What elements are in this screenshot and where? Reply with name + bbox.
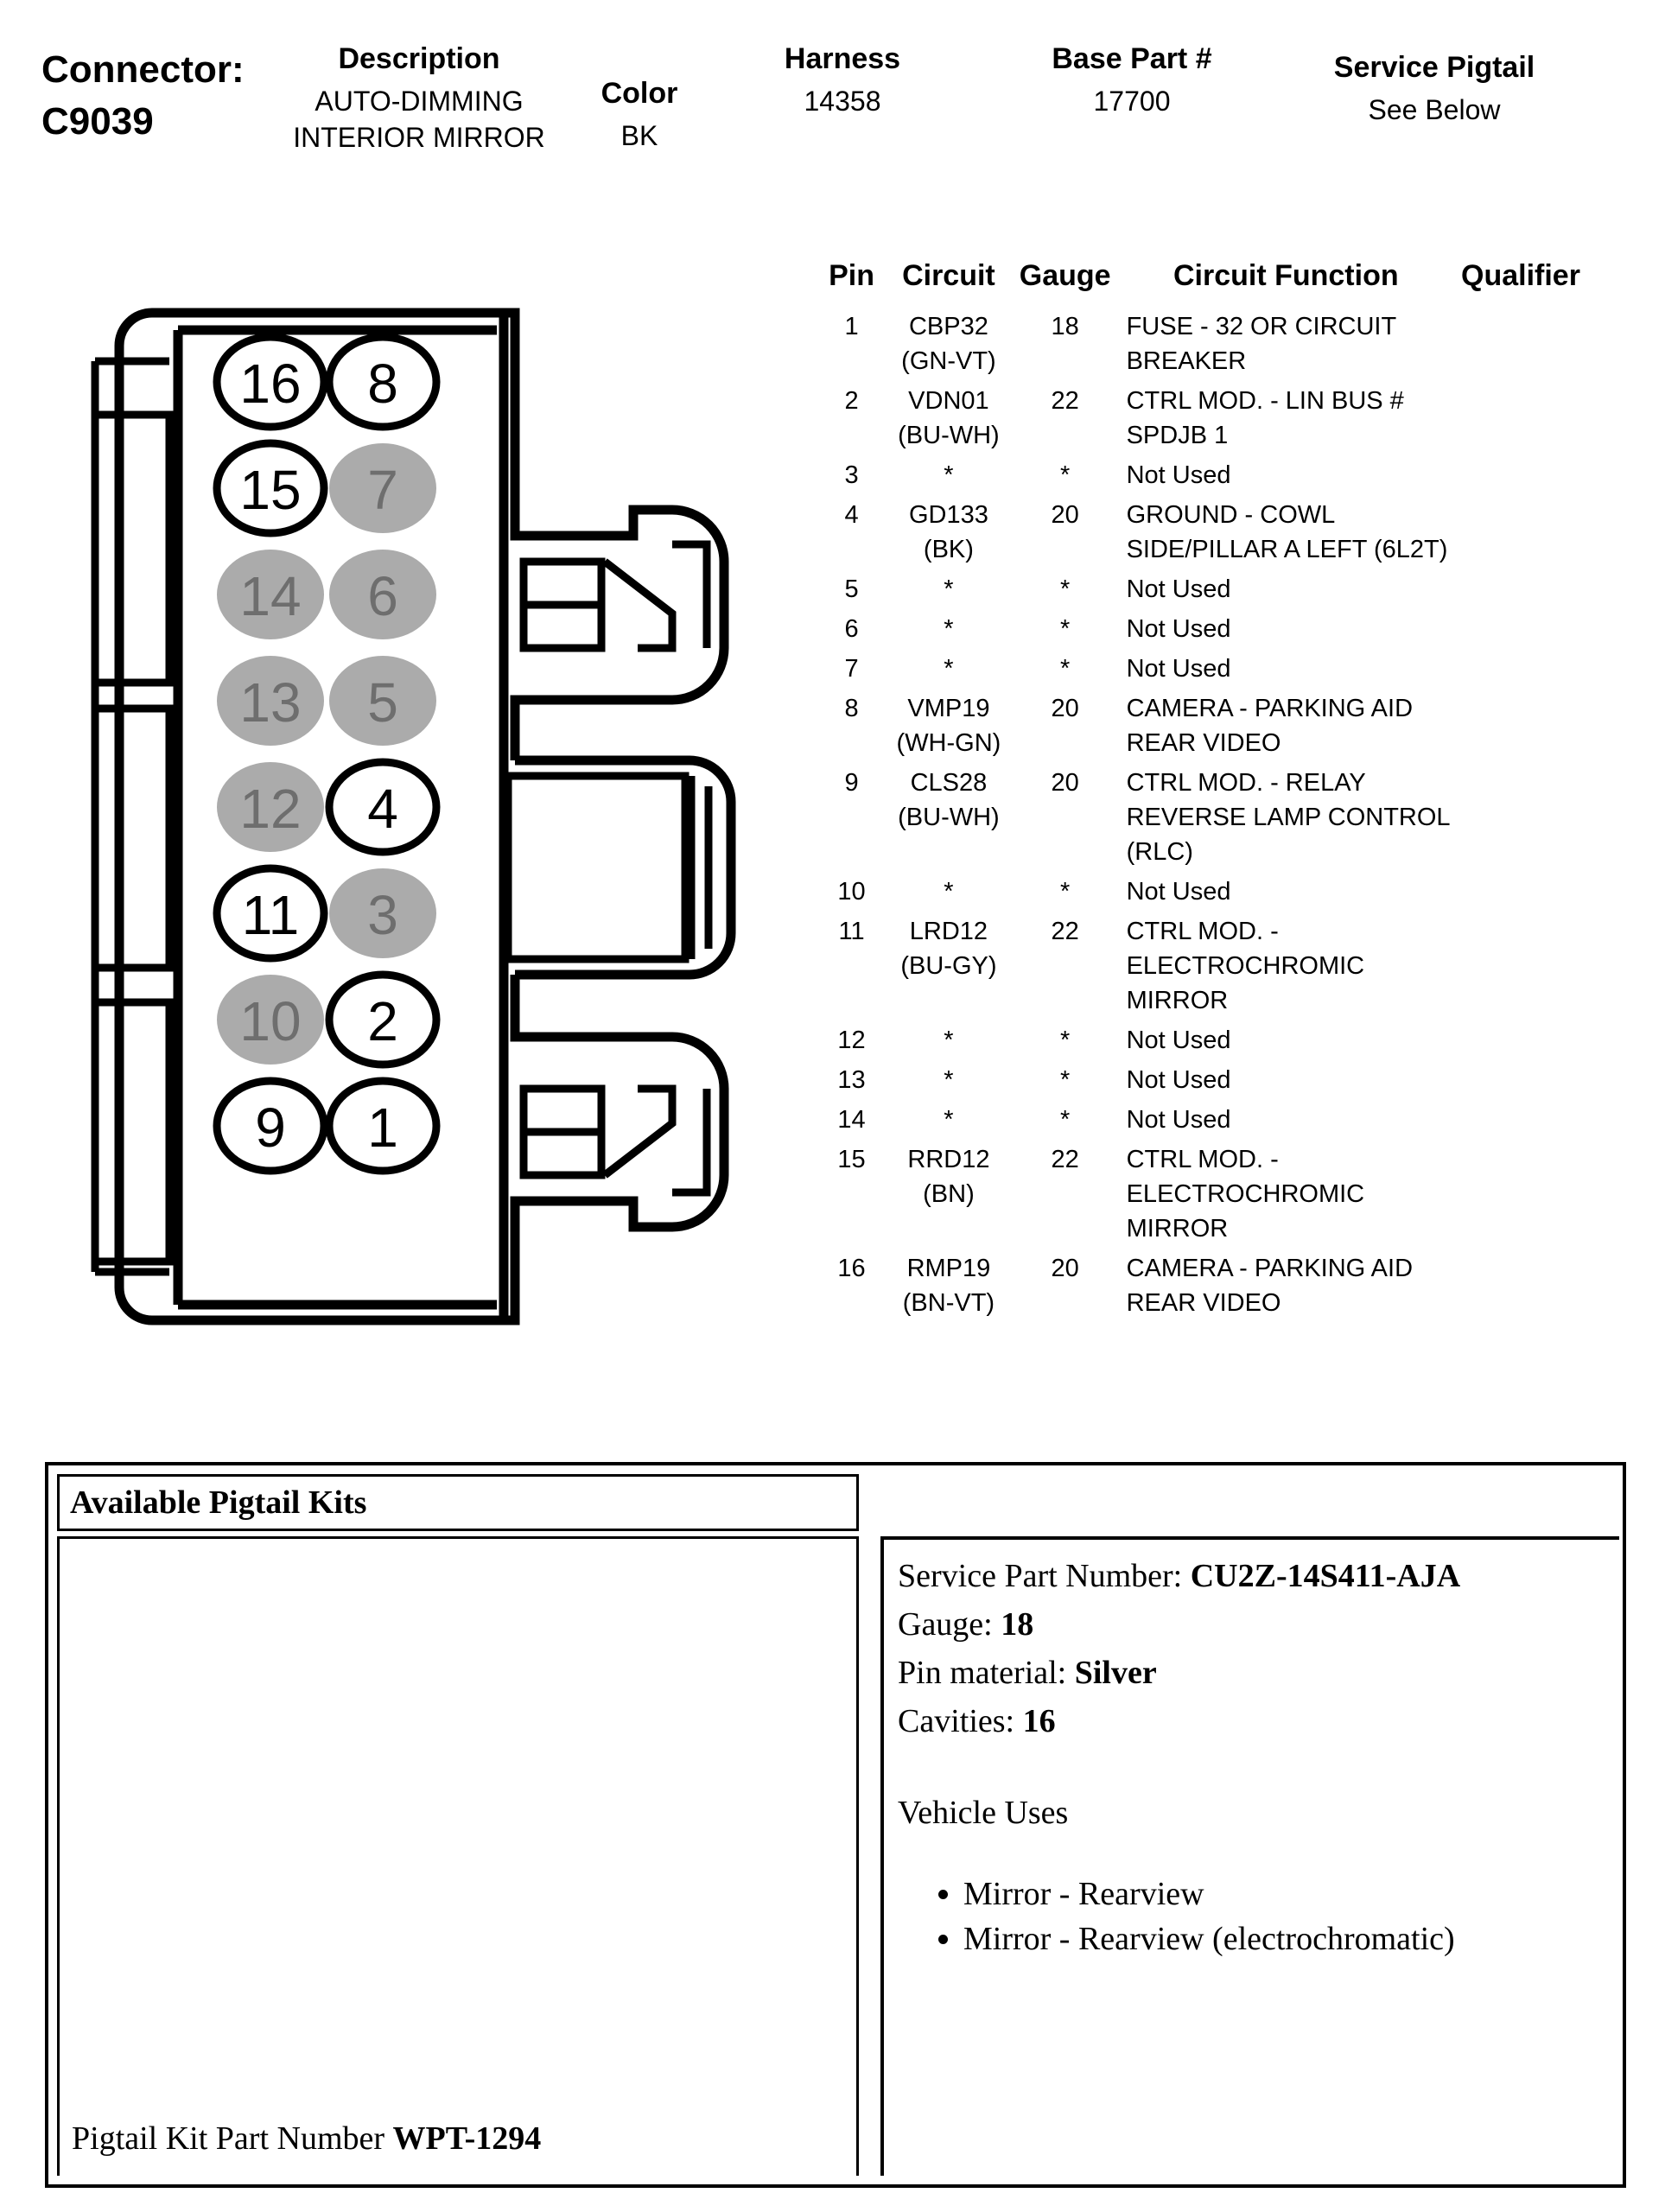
cell-gauge: *: [1060, 1066, 1071, 1094]
pin-cavity-9: [217, 1081, 324, 1171]
pigtail-section: [45, 1462, 1626, 2188]
vehicle-uses-title: Vehicle Uses: [898, 1795, 1069, 1831]
table-row: [825, 307, 1611, 381]
circuit-code: *: [944, 1027, 954, 1054]
cell-gauge: 22: [1051, 387, 1079, 415]
pin-cavity-12: [217, 762, 324, 852]
connector-body-drawing: [67, 276, 845, 1357]
cell-pin: 14: [837, 1106, 866, 1134]
cell-qualifier: [1461, 689, 1611, 763]
cell-gauge: *: [1060, 575, 1071, 603]
cell-pin: 13: [837, 1066, 866, 1094]
cell-pin: 7: [844, 655, 859, 683]
cell-circuit-function: CAMERA - PARKING AID REAR VIDEO: [1126, 1255, 1414, 1317]
harness-title: Harness: [784, 42, 901, 75]
circuit-code: CLS28: [910, 769, 988, 797]
pin-cavity-5: [329, 656, 436, 746]
svg-text:4: 4: [367, 778, 398, 840]
cell-circuit: [878, 569, 1020, 609]
cell-circuit-function: CTRL MOD. - RELAY REVERSE LAMP CONTROL (RLC): [1126, 769, 1450, 866]
circuit-code: GD133: [908, 501, 988, 529]
cell-circuit: [878, 1249, 1020, 1323]
cell-qualifier: [1461, 1100, 1611, 1140]
svg-text:16: 16: [239, 353, 302, 415]
circuit-code: RRD12: [907, 1146, 990, 1173]
cavities-line: [898, 1697, 1619, 1745]
pigtail-kits-panel: [48, 1465, 867, 2184]
svg-text:5: 5: [367, 671, 398, 734]
cell-circuit: [878, 455, 1020, 495]
cell-circuit: [878, 689, 1020, 763]
cell-pin: 9: [844, 769, 859, 797]
table-row: [825, 1100, 1611, 1140]
cell-circuit-function: Not Used: [1126, 1066, 1231, 1094]
cell-circuit: [878, 381, 1020, 455]
cell-qualifier: [1461, 1060, 1611, 1100]
cell-qualifier: [1461, 649, 1611, 689]
svg-text:14: 14: [239, 565, 302, 627]
table-row: [825, 495, 1611, 569]
cell-circuit-function: CTRL MOD. - ELECTROCHROMIC MIRROR: [1126, 1146, 1365, 1243]
cell-circuit-function: Not Used: [1126, 1027, 1231, 1054]
cell-circuit: [878, 1060, 1020, 1100]
cell-qualifier: [1461, 1140, 1611, 1249]
cell-qualifier: [1461, 872, 1611, 912]
pin-cavity-6: [329, 550, 436, 639]
cell-pin: 3: [844, 461, 859, 489]
table-row: [825, 1140, 1611, 1249]
table-row: [825, 455, 1611, 495]
circuit-code: VDN01: [908, 387, 989, 415]
table-row: [825, 1249, 1611, 1323]
cell-circuit: [878, 1140, 1020, 1249]
cell-pin: 11: [838, 918, 865, 945]
pin-cavity-7: [329, 443, 436, 533]
circuit-wire-color: (BN): [923, 1180, 975, 1208]
table-row: [825, 1020, 1611, 1060]
connector-diagram: [67, 276, 845, 1357]
table-row: [825, 381, 1611, 455]
circuit-code: *: [944, 1106, 954, 1134]
cell-circuit-function: GROUND - COWL SIDE/PILLAR A LEFT (6L2T): [1126, 501, 1448, 563]
cell-gauge: *: [1060, 655, 1071, 683]
cell-circuit-function: Not Used: [1126, 615, 1231, 643]
pin-cavity-11: [217, 868, 324, 958]
cell-qualifier: [1461, 569, 1611, 609]
cell-circuit-function: Not Used: [1126, 575, 1231, 603]
header-qualifier: Qualifier: [1461, 259, 1580, 292]
pin-cavity-2: [329, 975, 436, 1065]
service-part-number-label: Service Part Number:: [898, 1558, 1183, 1594]
cell-pin: 6: [844, 615, 859, 643]
pin-cavity-14: [217, 550, 324, 639]
cell-gauge: *: [1060, 461, 1071, 489]
base-part-title: Base Part #: [1052, 42, 1212, 75]
table-row: [825, 609, 1611, 649]
pin-material-line: [898, 1649, 1619, 1697]
vehicle-use-item: • Mirror - Rearview: [963, 1872, 1619, 1916]
circuit-code: *: [944, 615, 954, 643]
circuit-wire-color: (GN-VT): [901, 347, 996, 375]
svg-text:9: 9: [255, 1096, 286, 1159]
svg-text:1: 1: [367, 1096, 398, 1159]
cell-qualifier: [1461, 763, 1611, 872]
cell-qualifier: [1461, 1249, 1611, 1323]
cell-gauge: 20: [1051, 695, 1079, 722]
cell-qualifier: [1461, 912, 1611, 1020]
circuit-wire-color: (BN-VT): [902, 1289, 995, 1317]
service-pigtail-value: See Below: [1368, 94, 1501, 125]
table-row: [825, 569, 1611, 609]
harness-value: 14358: [804, 86, 881, 117]
table-row: [825, 1060, 1611, 1100]
color-title: Color: [601, 77, 678, 110]
service-part-number-value: CU2Z-14S411-AJA: [1190, 1558, 1461, 1594]
cell-pin: 2: [844, 387, 859, 415]
svg-text:6: 6: [367, 565, 398, 627]
svg-text:7: 7: [367, 459, 398, 521]
cell-circuit: [878, 872, 1020, 912]
pin-table-header-row: [825, 259, 1611, 307]
pin-cavity-4: [329, 762, 436, 852]
pigtail-kit-part-number-value: WPT-1294: [392, 2120, 542, 2157]
pin-material-value: Silver: [1074, 1655, 1157, 1691]
circuit-code: *: [944, 878, 954, 906]
circuit-code: *: [944, 655, 954, 683]
cell-circuit: [878, 609, 1020, 649]
pin-cavity-10: [217, 975, 324, 1065]
description-title: Description: [338, 42, 500, 75]
cell-gauge: *: [1060, 1106, 1071, 1134]
cell-circuit: [878, 1020, 1020, 1060]
vehicle-uses-list: [898, 1872, 1619, 1961]
document-header: [0, 0, 1665, 203]
cell-qualifier: [1461, 609, 1611, 649]
svg-text:11: 11: [241, 884, 300, 946]
cell-qualifier: [1461, 495, 1611, 569]
circuit-wire-color: (BU-GY): [900, 952, 997, 980]
cell-pin: 5: [844, 575, 859, 603]
service-part-number-line: [898, 1552, 1619, 1600]
svg-text:2: 2: [367, 990, 398, 1052]
gauge-value: 18: [1001, 1606, 1034, 1643]
cell-gauge: 20: [1051, 501, 1079, 529]
cell-circuit-function: Not Used: [1126, 1106, 1231, 1134]
header-pin: Pin: [829, 259, 874, 292]
table-row: [825, 649, 1611, 689]
pin-cavity-3: [329, 868, 436, 958]
circuit-wire-color: (BK): [923, 536, 974, 563]
pin-cavity-group: [217, 337, 436, 1171]
pigtail-kit-part-number-label: Pigtail Kit Part Number: [72, 2120, 385, 2157]
cavities-value: 16: [1022, 1703, 1056, 1739]
cell-pin: 12: [837, 1027, 866, 1054]
circuit-code: CBP32: [908, 313, 988, 340]
cell-circuit-function: Not Used: [1126, 461, 1231, 489]
color-value: BK: [620, 120, 658, 151]
cell-gauge: 22: [1051, 1146, 1079, 1173]
cell-circuit: [878, 763, 1020, 872]
cell-pin: 1: [844, 313, 859, 340]
circuit-code: *: [944, 461, 954, 489]
cell-circuit: [878, 495, 1020, 569]
cell-pin: 8: [844, 695, 859, 722]
cell-qualifier: [1461, 307, 1611, 381]
pin-cavity-8: [329, 337, 436, 427]
cell-pin: 16: [837, 1255, 866, 1282]
circuit-wire-color: (BU-WH): [898, 804, 1000, 831]
vehicle-use-item: • Mirror - Rearview (electrochromatic): [963, 1916, 1619, 1961]
svg-text:10: 10: [239, 990, 302, 1052]
table-row: [825, 689, 1611, 763]
table-row: [825, 763, 1611, 872]
circuit-wire-color: (BU-WH): [898, 422, 1000, 449]
cell-gauge: *: [1060, 615, 1071, 643]
svg-text:13: 13: [239, 671, 302, 734]
circuit-code: LRD12: [909, 918, 988, 945]
cell-circuit-function: FUSE - 32 OR CIRCUIT BREAKER: [1126, 313, 1396, 375]
header-function: Circuit Function: [1172, 259, 1399, 292]
base-part-value: 17700: [1093, 86, 1171, 117]
cell-gauge: 20: [1051, 1255, 1079, 1282]
cavities-label: Cavities:: [898, 1703, 1015, 1739]
circuit-code: *: [944, 1066, 954, 1094]
circuit-code: VMP19: [907, 695, 990, 722]
pin-assignment-table: [825, 259, 1611, 1323]
cell-pin: 15: [837, 1146, 866, 1173]
connector-id: C9039: [41, 100, 154, 143]
svg-text:8: 8: [367, 353, 398, 415]
pigtail-kit-part-number: [72, 2119, 541, 2158]
pin-cavity-16: [217, 337, 324, 427]
cell-circuit-function: Not Used: [1126, 655, 1231, 683]
description-value: AUTO-DIMMING INTERIOR MIRROR: [293, 86, 545, 153]
pin-cavity-13: [217, 656, 324, 746]
cell-circuit-function: CTRL MOD. - LIN BUS # SPDJB 1: [1126, 387, 1404, 449]
svg-text:12: 12: [239, 778, 302, 840]
svg-text:3: 3: [367, 884, 398, 946]
cell-circuit: [878, 1100, 1020, 1140]
cell-gauge: *: [1060, 1027, 1071, 1054]
cell-circuit-function: Not Used: [1126, 878, 1231, 906]
cell-circuit: [878, 649, 1020, 689]
cell-qualifier: [1461, 455, 1611, 495]
cell-gauge: 22: [1051, 918, 1079, 945]
gauge-line: [898, 1600, 1619, 1649]
cell-circuit-function: CAMERA - PARKING AID REAR VIDEO: [1126, 695, 1414, 757]
cell-qualifier: [1461, 1020, 1611, 1060]
cell-circuit-function: CTRL MOD. - ELECTROCHROMIC MIRROR: [1126, 918, 1365, 1014]
cell-gauge: 20: [1051, 769, 1079, 797]
cell-gauge: *: [1060, 878, 1071, 906]
pin-material-label: Pin material:: [898, 1655, 1067, 1691]
svg-text:15: 15: [239, 459, 302, 521]
service-part-details-panel: [880, 1536, 1619, 2176]
header-circuit: Circuit: [902, 259, 995, 292]
cell-pin: 10: [837, 878, 866, 906]
pin-cavity-1: [329, 1081, 436, 1171]
cell-circuit: [878, 912, 1020, 1020]
pigtail-kits-title: Available Pigtail Kits: [57, 1474, 859, 1531]
cell-circuit: [878, 307, 1020, 381]
cell-pin: 4: [844, 501, 859, 529]
connector-label: Connector:: [41, 48, 245, 91]
table-row: [825, 872, 1611, 912]
service-pigtail-title: Service Pigtail: [1333, 51, 1535, 84]
gauge-label: Gauge:: [898, 1606, 993, 1643]
circuit-code: *: [944, 575, 954, 603]
table-row: [825, 912, 1611, 1020]
pigtail-kits-body: [57, 1536, 859, 2176]
header-gauge: Gauge: [1019, 259, 1111, 292]
cell-qualifier: [1461, 381, 1611, 455]
circuit-wire-color: (WH-GN): [896, 729, 1001, 757]
cell-gauge: 18: [1051, 313, 1079, 340]
circuit-code: RMP19: [906, 1255, 991, 1282]
pin-cavity-15: [217, 443, 324, 533]
